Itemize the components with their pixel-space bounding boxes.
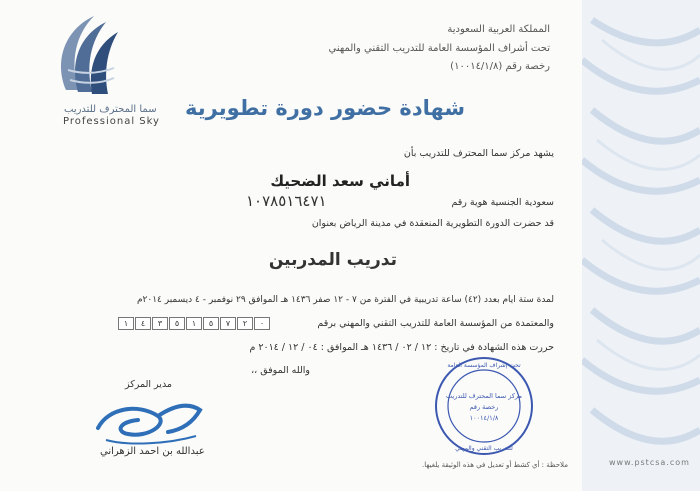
nationality-line: سعودية الجنسية هوية رقم bbox=[451, 197, 554, 208]
stamp-center-line1: مركز سما المحترف للتدريب bbox=[446, 392, 522, 400]
wing-swirl-logo-icon bbox=[48, 12, 128, 98]
handwritten-signature-icon bbox=[88, 388, 208, 450]
stamp-bottom-text: للتدريب التقني والمهني bbox=[455, 445, 513, 452]
attended-line: قد حضرت الدورة التطويرية المنعقدة في مدينة الرياض بعنوان bbox=[311, 218, 554, 229]
registration-digit-box: ٠ bbox=[254, 317, 270, 330]
registration-digit-box: ٧ bbox=[220, 317, 236, 330]
header-kingdom: المملكة العربية السعودية bbox=[447, 24, 550, 35]
stamp-center-line3: ١٠٠١٤/١/٨ bbox=[469, 414, 499, 422]
duration-line: لمدة ستة ايام بعدد (٤٢) ساعة تدريبية في الفترة من ٧ - ١٢ صفر ١٤٣٦ هـ الموافق ٢٩ نوفمبر - ٤ ديسمبر ٢٠١٤م bbox=[136, 295, 554, 305]
certificate-title: شهادة حضور دورة تطويرية bbox=[185, 96, 465, 120]
signature-title: مدير المركز bbox=[125, 379, 173, 390]
accredited-line: والمعتمدة من المؤسسة العامة للتدريب التقني والمهني برقم bbox=[317, 318, 554, 329]
registration-digit-box: ٣ bbox=[152, 317, 168, 330]
registration-digit-box: ٤ bbox=[135, 317, 151, 330]
official-stamp-icon bbox=[433, 355, 535, 457]
registration-digit-box: ١ bbox=[118, 317, 134, 330]
registration-number-boxes bbox=[118, 317, 271, 330]
header-supervision: تحت أشراف المؤسسة العامة للتدريب التقني والمهني bbox=[328, 43, 550, 54]
registration-digit-box: ٥ bbox=[203, 317, 219, 330]
footer-website-link[interactable]: www.pstcsa.com bbox=[609, 458, 690, 467]
course-name: تدريب المدربين bbox=[268, 250, 397, 270]
stamp-center-line2: رخصة رقم bbox=[469, 403, 499, 411]
testify-line: يشهد مركز سما المحترف للتدريب بأن bbox=[403, 148, 554, 159]
registration-digit-box: ٢ bbox=[237, 317, 253, 330]
closing-line: والله الموفق ،، bbox=[251, 365, 310, 376]
logo-english-name: Professional Sky bbox=[63, 116, 160, 127]
registration-digit-box: ١ bbox=[186, 317, 202, 330]
stamp-top-text: تحت إشراف المؤسسة العامة bbox=[447, 362, 521, 369]
issued-line: حررت هذه الشهادة في تاريخ : ١٢ / ٠٢ / ١٤٣٦ هـ الموافق : ٠٤ / ١٢ / ٢٠١٤ م bbox=[249, 342, 554, 353]
logo-arabic-name: سما المحترف للتدريب bbox=[64, 104, 157, 115]
header-license: رخصة رقم (١٠٠١٤/١/٨) bbox=[450, 61, 550, 72]
registration-digit-box: ٥ bbox=[169, 317, 185, 330]
decorative-wave-band bbox=[582, 0, 700, 491]
id-number: ١٠٧٨٥١٦٤٧١ bbox=[246, 192, 327, 210]
signature-name: عبدالله بن احمد الزهراني bbox=[100, 446, 205, 457]
trainee-name: أماني سعد الضحيك bbox=[270, 172, 410, 190]
footer-note: ملاحظة : أي كشط أو تعديل في هذه الوثيقة يلغيها. bbox=[422, 461, 568, 469]
